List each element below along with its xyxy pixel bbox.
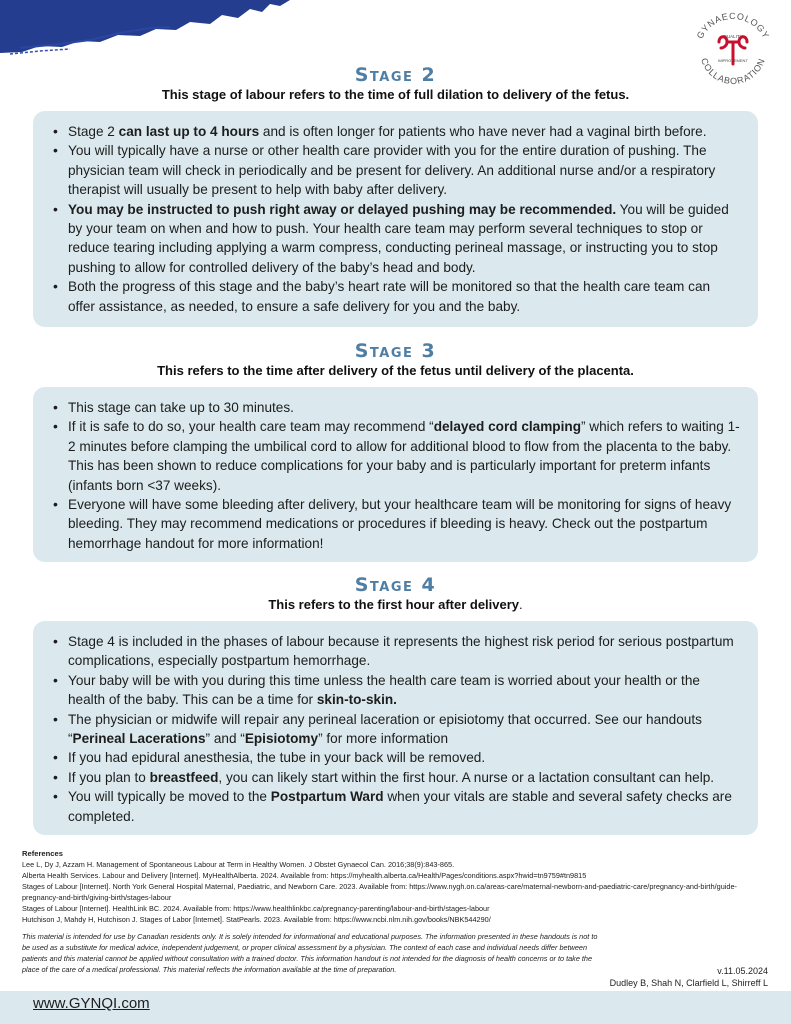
stage-3-subtitle: This refers to the time after delivery of the fetus until delivery of the placenta. <box>157 363 634 378</box>
reference-item: Alberta Health Services. Labour and Delivery [Internet]. MyHealthAlberta. 2024. Available from: https://myhealth.alberta.ca/Health/Pages/conditions.aspx?hwid=tn9759#tn9815 <box>22 871 587 880</box>
stage-4-title: Stage 4 <box>354 574 437 596</box>
logo-small-top: QUALITY <box>723 34 743 39</box>
website-link[interactable]: www.GYNQI.com <box>33 995 150 1012</box>
list-item: • The physician or midwife will repair any perineal laceration or episiotomy that occurred. See our handouts “Perineal Lacerations” and “Episiotomy” for more information <box>53 710 740 749</box>
version-block <box>610 965 768 989</box>
list-item: • If you plan to breastfeed, you can likely start within the first hour. A nurse or a lactation consultant can help. <box>53 768 740 787</box>
stage-3-list <box>53 398 740 553</box>
reference-item: Stages of Labour [Internet]. North York General Hospital Maternal, Paediatric, and Newborn Care. 2023. Available from: https://www.nygh.on.ca/areas-care/maternal-newborn-and-paediatric-care/pregnancy-and-birth/guide-pregnancy-and-birth/giving-birth/stages-labour <box>22 882 737 902</box>
list-item: • If it is safe to do so, your health care team may recommend “delayed cord clamping” which refers to waiting 1-2 minutes before clamping the umbilical cord to allow for additional blood to flow from the placenta to the baby. This has been shown to reduce complications for your baby and is particularly important for preterm infants (infants born <37 weeks). <box>53 417 740 495</box>
stage-4-list <box>53 632 740 826</box>
reference-item: Hutchison J, Mahdy H, Hutchison J. Stages of Labor [Internet]. StatPearls. 2023. Available from: https://www.ncbi.nlm.nih.gov/books/NBK544290/ <box>22 915 491 924</box>
references <box>22 848 762 925</box>
brush-stroke-decoration <box>0 0 290 62</box>
list-item: • If you had epidural anesthesia, the tube in your back will be removed. <box>53 748 740 767</box>
list-item: • Everyone will have some bleeding after delivery, but your healthcare team will be monitoring for signs of heavy bleeding. They may recommend medications or procedures if bleeding is heavy. Check out the postpartum hemorrhage handout for more information! <box>53 495 740 553</box>
version: v.11.05.2024 <box>717 966 768 976</box>
list-item: • This stage can take up to 30 minutes. <box>53 398 740 417</box>
list-item: • Both the progress of this stage and the baby’s heart rate will be monitored so that the health care team can offer assistance, as needed, to ensure a safe delivery for you and the baby. <box>53 277 740 316</box>
reference-item: Stages of Labour [Internet]. HealthLink BC. 2024. Available from: https://www.healthlinkbc.ca/pregnancy-parenting/labour-and-birth/stages-labour <box>22 904 490 913</box>
stage-2-subtitle: This stage of labour refers to the time of full dilation to delivery of the fetus. <box>161 87 630 102</box>
list-item: • You may be instructed to push right away or delayed pushing may be recommended. You will be guided by your team on when and how to push. Your health care team may perform several techniques to stop or reduce tearing including applying a warm compress, conducting perineal massage, or instructing you to stop pushing to allow for controlled delivery of the baby’s head and body. <box>53 200 740 278</box>
references-heading: References <box>22 849 63 858</box>
list-item: • Stage 2 can last up to 4 hours and is often longer for patients who have never had a vaginal birth before. <box>53 122 740 141</box>
stage-2-list <box>53 122 740 316</box>
stage-3-title: Stage 3 <box>354 340 437 362</box>
authors: Dudley B, Shah N, Clarfield L, Shirreff L <box>609 978 768 988</box>
list-item: • Your baby will be with you during this time unless the health care team is worried about your health or the health of the baby. This can be a time for skin-to-skin. <box>53 671 740 710</box>
list-item: • You will typically have a nurse or other health care provider with you for the entire duration of pushing. The physician team will check in periodically and be present for delivery. An additional nurse and/or a respiratory therapist will usually be present to help with baby after delivery. <box>53 141 740 199</box>
footer <box>0 991 791 1024</box>
logo-top-text: GYNAECOLOGY <box>694 10 772 41</box>
list-item: • Stage 4 is included in the phases of labour because it represents the highest risk period for serious postpartum complications, especially postpartum hemorrhage. <box>53 632 740 671</box>
logo-small-bottom: IMPROVEMENT <box>718 58 748 63</box>
stage-3-box <box>33 387 758 562</box>
reference-item: Lee L, Dy J, Azzam H. Management of Spontaneous Labour at Term in Healthy Women. J Obstet Gynaecol Can. 2016;38(9):843-865. <box>22 860 455 869</box>
stage-2-title: Stage 2 <box>354 64 437 86</box>
stage-4-subtitle: This refers to the first hour after delivery. <box>268 597 523 612</box>
list-item: • You will typically be moved to the Postpartum Ward when your vitals are stable and several safety checks are completed. <box>53 787 740 826</box>
logo-bottom-text: COLLABORATION <box>699 56 767 87</box>
disclaimer: This material is intended for use by Canadian residents only. It is solely intended for informational and educational purposes. The information presented in these handouts is not to be used as a substitute for medical advice, independent judgement, or proper clinical assessment by a physician. The context of each case and individual needs differ between patients and this material cannot be applied without consultation with a trained doctor. This information handout is not intended for the diagnosis of health concerns or to take the place of the care of a medical professional. This material reflects the information available at the time of preparation. <box>22 932 598 974</box>
stage-4-box <box>33 621 758 835</box>
stage-2-box <box>33 111 758 327</box>
